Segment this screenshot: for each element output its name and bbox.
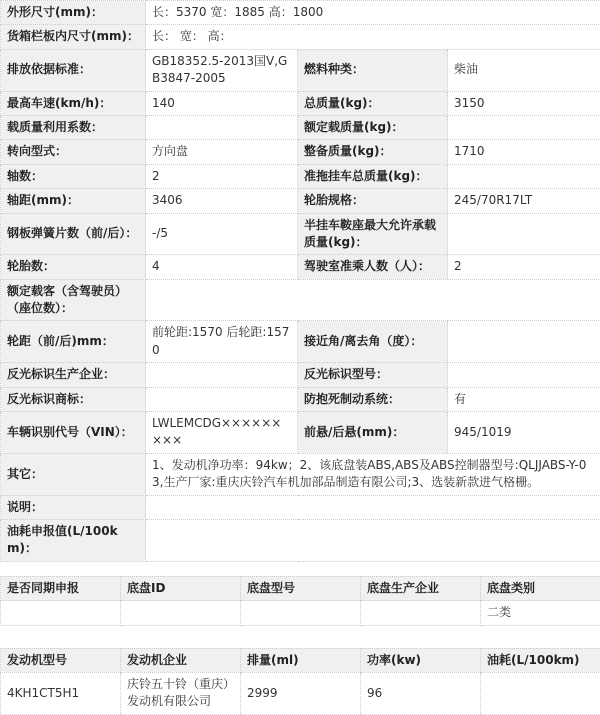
spec-label: 燃料种类： [298,49,448,91]
spec-row [1,321,600,363]
engine-table [0,648,600,715]
spec-value: 1、发动机净功率：94kw；2、该底盘装ABS,ABS及ABS控制器型号:QLJJABS-Y-03,生产厂家:重庆庆铃汽车机加部品制造有限公司;3、选装新款进气格栅。 [146,453,600,495]
spec-row [1,140,600,164]
chassis-header-cell: 是否同期申报 [1,576,121,600]
chassis-table-head [1,576,600,600]
spec-label: 钢板弹簧片数（前/后）： [1,213,146,255]
engine_table-header-row [1,648,600,672]
chassis-table [0,576,600,626]
spec-row [1,495,600,519]
spec-value [146,519,600,561]
spec-row [1,213,600,255]
spec-row [1,189,600,213]
spec-empty-area [298,279,600,321]
chassis-cell [241,601,361,625]
chassis-header-cell: 底盘型号 [241,576,361,600]
spec-row [1,91,600,115]
spec-label: 反光标识型号： [298,363,448,387]
engine-header-cell: 发动机企业 [121,648,241,672]
spec-label: 外形尺寸(mm)： [1,1,146,25]
spec-label: 其它： [1,453,146,495]
spec-value [448,164,600,188]
chassis-cell [121,601,241,625]
spec-value [448,115,600,139]
spec-value: 方向盘 [146,140,298,164]
spec-value: 140 [146,91,298,115]
engine-cell: 4KH1CT5H1 [1,672,121,714]
spec-label: 车辆识别代号（VIN）： [1,412,146,454]
spec-label: 反光标识生产企业： [1,363,146,387]
spec-label: 整备质量(kg)： [298,140,448,164]
chassis-cell: 二类 [481,601,600,625]
spec-value: 245/70R17LT [448,189,600,213]
spec-value: 柴油 [448,49,600,91]
spec-value: 前轮距:1570 后轮距:1570 [146,321,298,363]
spec-label: 轮胎数： [1,255,146,279]
spec-label: 转向型式： [1,140,146,164]
spec-value: 2 [146,164,298,188]
spec-row [1,255,600,279]
spec-value: 有 [448,387,600,411]
spec-label: 说明： [1,495,146,519]
spec-label: 前悬/后悬(mm)： [298,412,448,454]
engine-header-cell: 发动机型号 [1,648,121,672]
spec-row [1,25,600,49]
engine-cell [481,672,600,714]
spec-row [1,453,600,495]
spacer [0,562,600,576]
spec-row [1,519,600,561]
spec-label: 额定载客（含驾驶员）（座位数）： [1,279,146,321]
spec-label: 额定载质量(kg)： [298,115,448,139]
spec-label: 防抱死制动系统： [298,387,448,411]
spec-label: 轮距（前/后)mm： [1,321,146,363]
spec-label: 驾驶室准乘人数（人）： [298,255,448,279]
spec-value: -/5 [146,213,298,255]
spec-value: 1710 [448,140,600,164]
spec-value: LWLEMCDG××××××××× [146,412,298,454]
spec-label: 载质量利用系数： [1,115,146,139]
engine-table-body [1,672,600,714]
spec-value: 长： 宽： 高： [146,25,600,49]
engine-cell: 2999 [241,672,361,714]
spec-label: 轴距(mm)： [1,189,146,213]
engine-header-cell: 油耗(L/100km) [481,648,600,672]
spec-row [1,49,600,91]
engine-cell: 庆铃五十铃（重庆）发动机有限公司 [121,672,241,714]
spec-row [1,164,600,188]
chassis-cell [1,601,121,625]
chassis_table-header-row [1,576,600,600]
engine_table-row [1,672,600,714]
chassis-table-body [1,601,600,625]
spec-row [1,1,600,25]
spec-value [448,363,600,387]
spec-value [146,387,298,411]
chassis_table-row [1,601,600,625]
spec-value [146,115,298,139]
engine-header-cell: 排量(ml) [241,648,361,672]
spec-value: 945/1019 [448,412,600,454]
spec-row [1,387,600,411]
engine-table-head [1,648,600,672]
spec-value [146,279,298,321]
engine-cell: 96 [361,672,481,714]
spec-label: 最高车速(km/h)： [1,91,146,115]
spec-value: 长：5370 宽：1885 高：1800 [146,1,600,25]
spec-value: 4 [146,255,298,279]
engine-header-cell: 功率(kw) [361,648,481,672]
spec-label: 准拖挂车总质量(kg)： [298,164,448,188]
spec-label: 轴数： [1,164,146,188]
chassis-header-cell: 底盘ID [121,576,241,600]
spec-label: 总质量(kg)： [298,91,448,115]
chassis-header-cell: 底盘类别 [481,576,600,600]
spec-label: 排放依据标准： [1,49,146,91]
spec-row [1,363,600,387]
spec-value: 3406 [146,189,298,213]
spec-value: GB18352.5-2013国V,GB3847-2005 [146,49,298,91]
spec-row [1,115,600,139]
spec-table-body [1,1,600,562]
spec-label: 半挂车鞍座最大允许承载质量(kg)： [298,213,448,255]
spec-value: 3150 [448,91,600,115]
spec-value [448,213,600,255]
spec-label: 油耗申报值(L/100km)： [1,519,146,561]
spec-label: 接近角/离去角（度）： [298,321,448,363]
spec-value: 2 [448,255,600,279]
chassis-header-cell: 底盘生产企业 [361,576,481,600]
spec-value [146,363,298,387]
spec-label: 反光标识商标： [1,387,146,411]
spec-label: 轮胎规格： [298,189,448,213]
spec-label: 货箱栏板内尺寸(mm)： [1,25,146,49]
spec-value [448,321,600,363]
spec-row [1,412,600,454]
spec-row [1,279,600,321]
chassis-cell [361,601,481,625]
spec-value [146,495,600,519]
